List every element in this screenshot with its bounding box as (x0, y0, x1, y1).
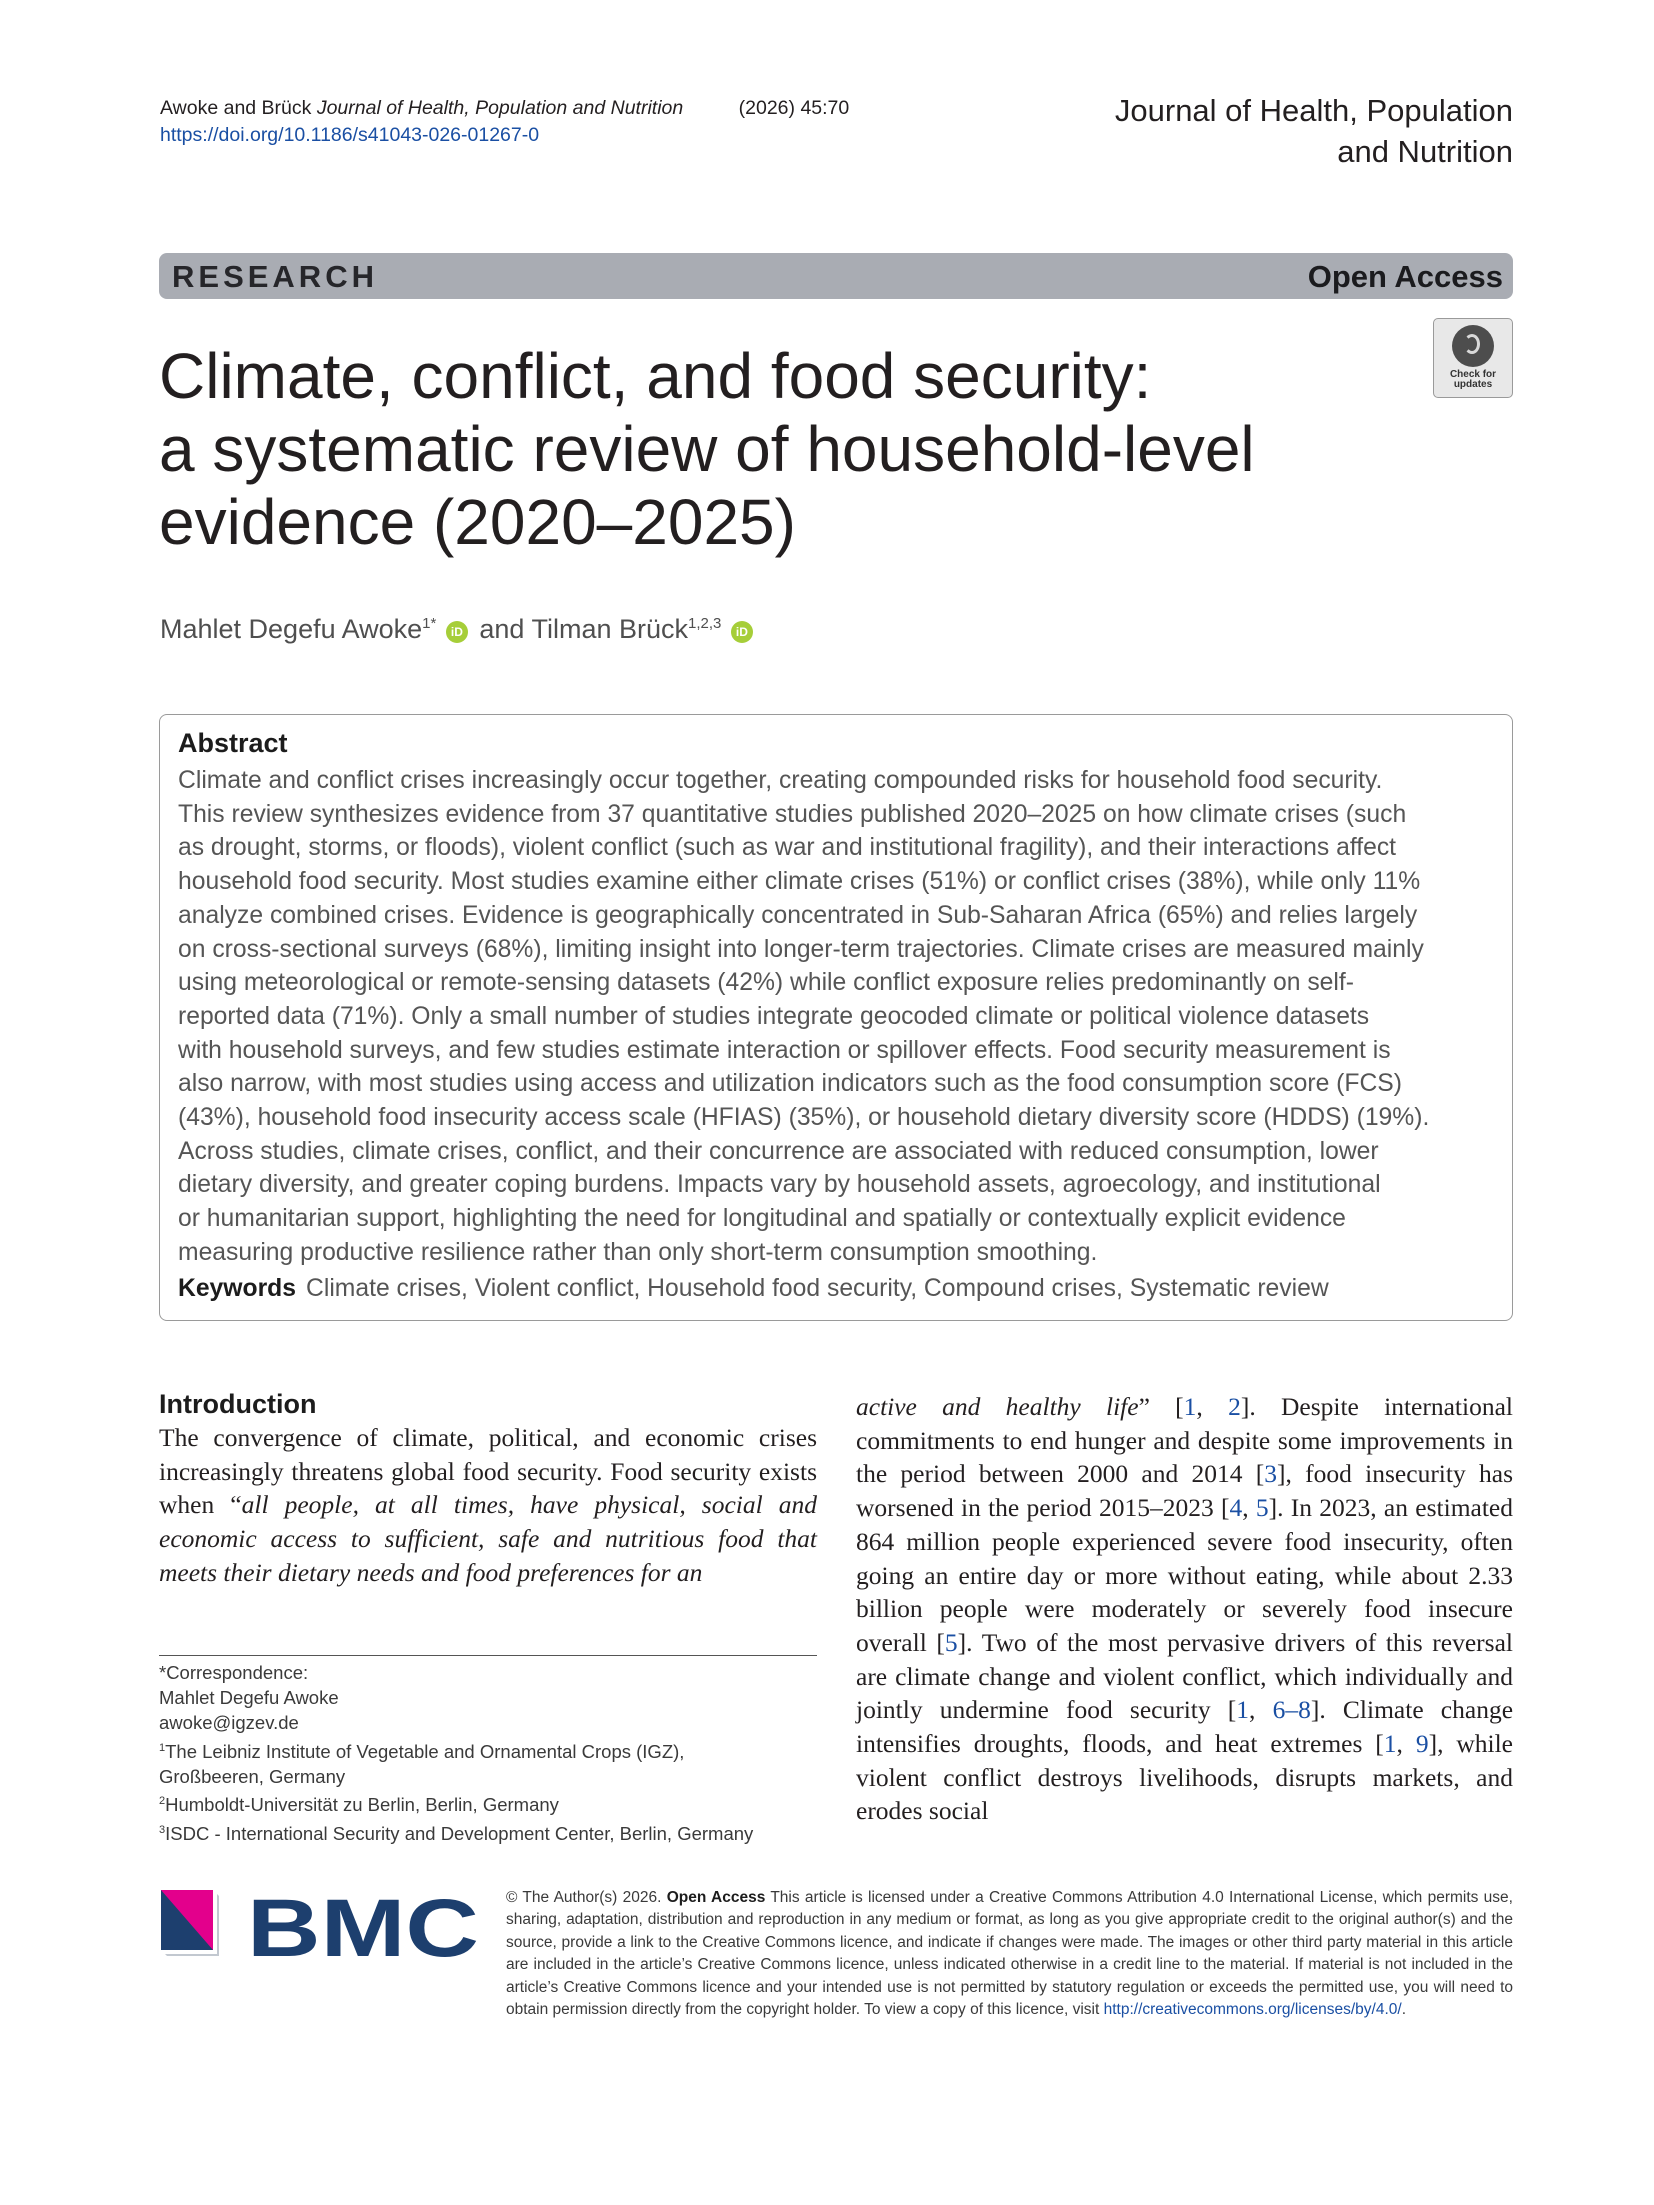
citation-link[interactable]: 5 (1255, 1493, 1269, 1523)
abstract-line: with household surveys, and few studies estimate interaction or spillover effects. Food security measurement is (178, 1036, 1391, 1064)
running-header (160, 95, 849, 149)
intro-text: , (1196, 1392, 1229, 1421)
abstract-text (178, 764, 1478, 1270)
orcid-icon[interactable]: iD (731, 621, 753, 643)
author-list (160, 614, 757, 645)
citation-link[interactable]: 4 (1229, 1493, 1243, 1523)
citation-link[interactable]: 1 (1183, 1392, 1197, 1421)
intro-text: , (1396, 1729, 1416, 1759)
correspondence-label: *Correspondence: (159, 1662, 309, 1683)
abstract-box (159, 714, 1513, 1321)
header-authors: Awoke and Brück (160, 97, 312, 119)
bmc-logo-text: BMC (247, 1890, 479, 1966)
intro-text: ], while violent conflict destroys livelihoods, disrupts markets, and erodes social (856, 1729, 1513, 1826)
affiliation-number: 1 (159, 1741, 166, 1754)
author-2-name: Tilman Brück (531, 614, 688, 644)
abstract-line: using meteorological or remote-sensing datasets (42%) while conflict exposure relies predominantly on self- (178, 969, 1354, 997)
abstract-line: reported data (71%). Only a small number of studies integrate geocoded climate or political violence datasets (178, 1002, 1370, 1030)
license-end: . (1401, 2001, 1407, 2019)
affiliation-number: 3 (159, 1823, 166, 1836)
abstract-line: also narrow, with most studies using access and utilization indicators such as the food consumption score (FCS) (178, 1070, 1402, 1098)
affiliation-text: The Leibniz Institute of Vegetable and Ornamental Crops (IGZ), (165, 1740, 685, 1762)
check-updates-icon (1452, 325, 1494, 367)
title-line2: a systematic review of household-level (159, 413, 1255, 485)
abstract-line: Climate and conflict crises increasingly occur together, creating compounded risks for household food security. (178, 767, 1383, 794)
citation-link[interactable]: 1 (1383, 1729, 1397, 1759)
intro-text: ]. Climate change intensifies droughts, floods, and heat extremes [ (856, 1695, 1514, 1759)
abstract-line: as drought, storms, or floods), violent conflict (such as war and institutional fragility), and their interactions affect (178, 834, 1397, 862)
intro-text: The convergence of climate, political, and economic crises increasingly threatens global food security. Food security exists when “ (159, 1423, 817, 1520)
affiliation-2 (159, 1789, 859, 1817)
citation-link[interactable]: 2 (1228, 1392, 1241, 1421)
license-text (506, 1887, 1513, 2021)
badge-line1: Check for (1449, 369, 1497, 380)
intro-text: ], food insecurity has worsened in the period 2015–2023 [ (856, 1459, 1513, 1523)
title-line3: evidence (2020–2025) (159, 486, 796, 558)
intro-left-column (159, 1387, 817, 1590)
doi-link[interactable]: https://doi.org/10.1186/s41043-026-01267-0 (160, 124, 540, 146)
intro-heading: Introduction (159, 1389, 317, 1419)
intro-text: ]. Two of the most pervasive drivers of this reversal are climate change and violent conflict, which individually and jointly undermine food security [ (856, 1627, 1513, 1725)
article-type: RESEARCH (172, 259, 378, 294)
license-link[interactable]: http://creativecommons.org/licenses/by/4.0/ (1103, 2001, 1402, 2019)
abstract-line: Across studies, climate crises, conflict, and their concurrence are associated with reduced consumption, lower (178, 1137, 1379, 1165)
keywords (178, 1275, 1329, 1303)
article-type-bar (159, 253, 1513, 299)
affiliation-number: 2 (159, 1795, 166, 1808)
abstract-line: (43%), household food insecurity access scale (HFIAS) (35%), or household dietary diversity score (HDDS) (19%). (178, 1104, 1430, 1132)
correspondence-email[interactable]: awoke@igzev.de (159, 1712, 299, 1734)
journal-name-line1: Journal of Health, Population (1114, 93, 1513, 128)
bmc-logo (161, 1890, 481, 1966)
abstract-line: or humanitarian support, highlighting the need for longitudinal and spatially or contextually explicit evidence (178, 1205, 1346, 1233)
author-connector: and (479, 614, 525, 644)
intro-text: ]. In 2023, an estimated 864 million people experienced severe food insecurity, often going an entire day or more without eating, while about 2.33 billion people were moderately or severely food insecure overall [ (856, 1493, 1513, 1657)
abstract-line: on cross-sectional surveys (68%), limiting insight into longer-term trajectories. Climate crises are measured mainly (178, 935, 1424, 963)
intro-quote: all people, at all times, have physical, social and economic access to sufficient, safe and nutritious food that meets their dietary needs and food preferences for an (159, 1490, 817, 1587)
footnote-divider (159, 1655, 817, 1656)
orcid-icon[interactable]: iD (446, 621, 468, 643)
citation-link[interactable]: 3 (1264, 1459, 1277, 1489)
check-for-updates-button[interactable] (1433, 318, 1513, 398)
open-access-bold: Open Access (666, 1889, 766, 1906)
copyright: © The Author(s) 2026. (506, 1889, 662, 1906)
affiliation-3 (159, 1818, 859, 1846)
header-journal: Journal of Health, Population and Nutrition (316, 97, 684, 119)
header-year-volume: (2026) 45:70 (738, 97, 850, 119)
citation-link[interactable]: 6–8 (1272, 1695, 1311, 1725)
keywords-label: Keywords (178, 1275, 296, 1302)
abstract-line: dietary diversity, and greater coping burdens. Impacts vary by household assets, agroecology, and institutional (178, 1171, 1381, 1199)
intro-text: , (1242, 1493, 1256, 1523)
intro-text: ]. Despite international commitments to end hunger and despite some improvements in the period between 2000 and 2014 [ (856, 1392, 1514, 1489)
intro-right-column (856, 1390, 1513, 1828)
author-1-name: Mahlet Degefu Awoke (160, 614, 423, 644)
title-line1: Climate, conflict, and food security: (159, 340, 1152, 412)
journal-name-line2: and Nutrition (1337, 134, 1513, 169)
abstract-line: analyze combined crises. Evidence is geographically concentrated in Sub-Saharan Africa (65%) and relies largely (178, 901, 1418, 929)
badge-line2: updates (1453, 379, 1493, 390)
citation-link[interactable]: 5 (944, 1627, 958, 1657)
citation-link[interactable]: 9 (1415, 1729, 1429, 1759)
affiliation-text: ISDC - International Security and Development Center, Berlin, Germany (165, 1822, 754, 1844)
citation-link[interactable]: 1 (1236, 1695, 1250, 1725)
abstract-line: This review synthesizes evidence from 37 quantitative studies published 2020–2025 on how climate crises (such (178, 800, 1407, 828)
license-body: This article is licensed under a Creative Commons Attribution 4.0 International License, which permits use, sharing, adaptation, distribution and reproduction in any medium or format, as long as you give appropriate credit to the original author(s) and the source, provide a link to the Creative Commons licence, and indicate if changes were made. The images or other third party material in this article are included in the article’s Creative Commons licence, unless indicated otherwise in a credit line to the material. If material is not included in the article’s Creative Commons licence and your intended use is not permitted by statutory regulation or exceeds the permitted use, you will need to obtain permission directly from the copyright holder. To view a copy of this licence, visit (506, 1889, 1513, 2019)
author-2-affiliations: 1,2,3 (688, 615, 722, 632)
abstract-line: measuring productive resilience rather than only short-term consumption smoothing. (178, 1238, 1098, 1266)
abstract-heading: Abstract (178, 728, 288, 758)
keywords-list: Climate crises, Violent conflict, Household food security, Compound crises, Systematic review (306, 1275, 1329, 1302)
affiliation-1-cont: Großbeeren, Germany (159, 1765, 346, 1787)
journal-name (1115, 90, 1513, 172)
correspondence-block (159, 1660, 859, 1846)
author-1-affiliations: 1* (422, 615, 437, 632)
article-title (159, 340, 1359, 559)
correspondence-name: Mahlet Degefu Awoke (159, 1687, 339, 1709)
affiliation-text: Humboldt-Universität zu Berlin, Berlin, Germany (165, 1794, 559, 1816)
intro-text: ” [ (1138, 1392, 1184, 1421)
intro-quote-end: active and healthy life (856, 1392, 1139, 1421)
affiliation-1 (159, 1736, 859, 1764)
intro-text: , (1249, 1695, 1273, 1725)
abstract-line: household food security. Most studies examine either climate crises (51%) or conflict crises (38%), while only 11% (178, 868, 1421, 896)
intro-paragraph-left (159, 1421, 817, 1590)
open-access-label: Open Access (1307, 259, 1503, 294)
